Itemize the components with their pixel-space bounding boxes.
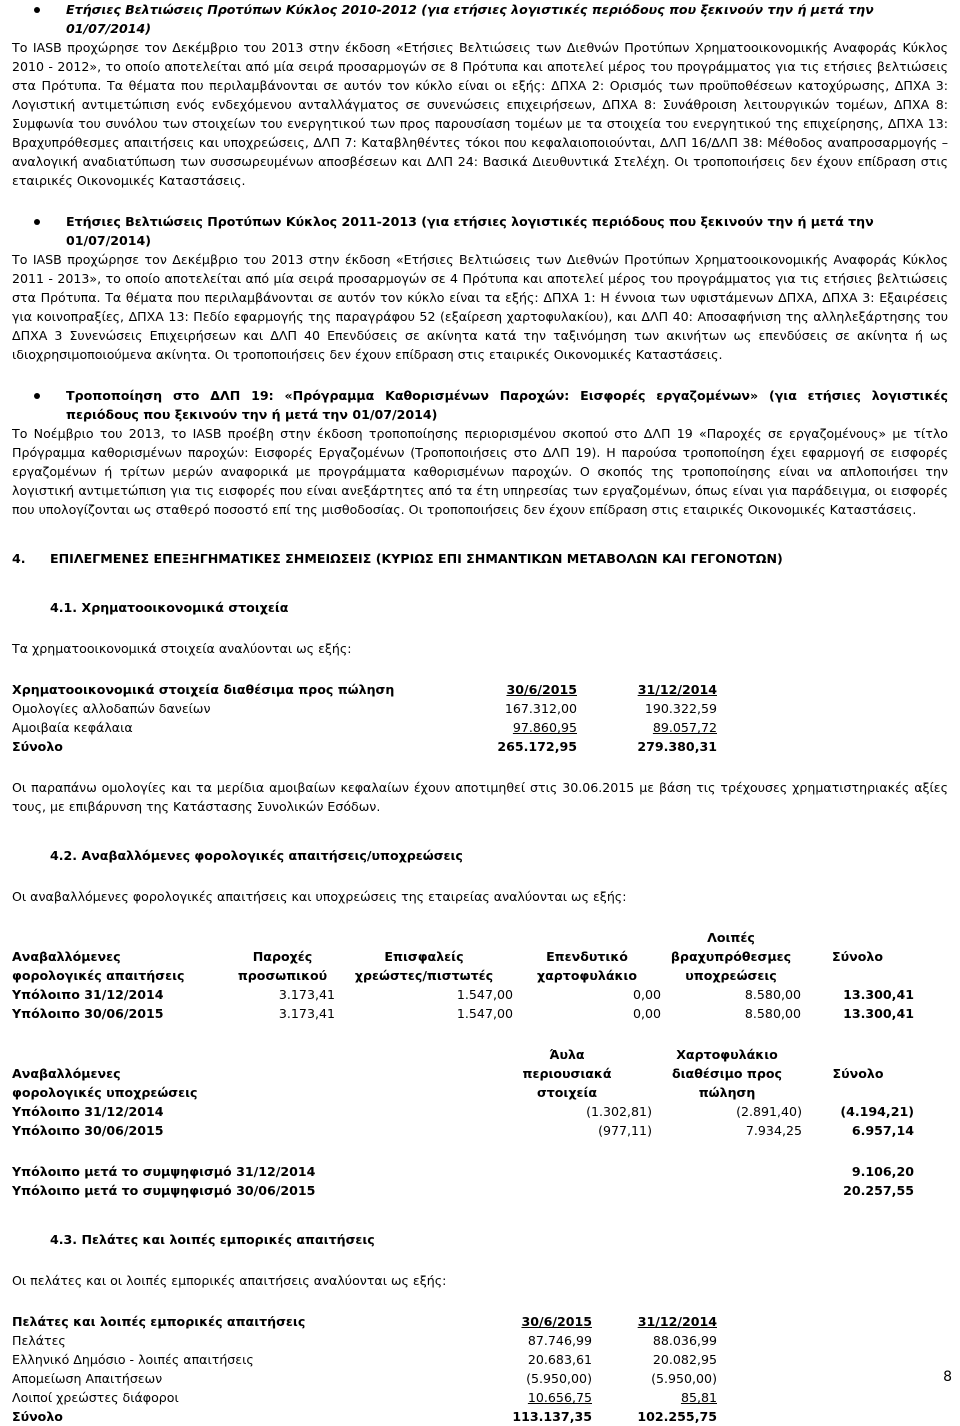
table-cell: Υπόλοιπο 30/06/2015 bbox=[12, 1006, 164, 1021]
table-row bbox=[12, 1388, 717, 1407]
table-cell: Υπόλοιπο μετά το συμψηφισμό 30/06/2015 bbox=[12, 1183, 316, 1198]
table-cell: Σύνολο bbox=[12, 739, 63, 754]
table-cell: 20.257,55 bbox=[843, 1183, 914, 1198]
table-row bbox=[12, 1331, 717, 1350]
financial-assets-table bbox=[12, 680, 717, 756]
table-header-cell: Χρηματοοικονομικά στοιχεία διαθέσιμα προς πώληση bbox=[12, 682, 395, 697]
table-cell: 88.036,99 bbox=[652, 1333, 717, 1348]
table-total-row bbox=[12, 737, 717, 756]
table-cell: (2.891,40) bbox=[736, 1104, 802, 1119]
deferred-tax-liabilities-table bbox=[12, 1045, 914, 1140]
table-cell: 3.173,41 bbox=[278, 1006, 335, 1021]
bullet-title-text: Ετήσιες Βελτιώσεις Προτύπων Κύκλος 2011-2013 (για ετήσιες λογιστικές περιόδους που ξεκινούν την ή μετά την 01/07/2014) bbox=[66, 214, 874, 248]
section-title: ΕΠΙΛΕΓΜΕΝΕΣ ΕΠΕΞΗΓΗΜΑΤΙΚΕΣ ΣΗΜΕΙΩΣΕΙΣ (ΚΥΡΙΩΣ ΕΠΙ ΣΗΜΑΝΤΙΚΩΝ ΜΕΤΑΒΟΛΩΝ ΚΑΙ ΓΕΓΟΝΟΤΩΝ) bbox=[50, 551, 783, 566]
header-line: φορολογικές απαιτήσεις bbox=[12, 968, 185, 983]
table-header-cell: Σύνολο bbox=[832, 1066, 884, 1081]
table-cell: Υπόλοιπο 31/12/2014 bbox=[12, 1104, 164, 1119]
header-line: χρεώστες/πιστωτές bbox=[354, 968, 494, 983]
table-cell: 167.312,00 bbox=[504, 701, 577, 716]
table-cell: 1.547,00 bbox=[456, 987, 513, 1002]
table-row bbox=[12, 1004, 914, 1023]
table-cell: 6.957,14 bbox=[851, 1123, 914, 1138]
subsection-4-2-heading: 4.2. Αναβαλλόμενες φορολογικές απαιτήσεις/υποχρεώσεις bbox=[50, 848, 463, 863]
table-row bbox=[12, 1181, 914, 1200]
header-line: στοιχεία bbox=[536, 1085, 598, 1100]
table-cell: 97.860,95 bbox=[512, 720, 577, 735]
table-header-cell: Σύνολο bbox=[832, 949, 883, 964]
header-line: πώληση bbox=[698, 1085, 756, 1100]
table-cell: 8.580,00 bbox=[744, 987, 801, 1002]
table-cell: Απομείωση Απαιτήσεων bbox=[12, 1371, 163, 1386]
table-cell: Υπόλοιπο μετά το συμψηφισμό 31/12/2014 bbox=[12, 1164, 316, 1179]
section-number: 4. bbox=[12, 551, 26, 566]
table-cell: 89.057,72 bbox=[652, 720, 717, 735]
table-header-cell bbox=[513, 928, 661, 985]
subsection-4-3-heading: 4.3. Πελάτες και λοιπές εμπορικές απαιτήσεις bbox=[50, 1232, 375, 1247]
header-line: Παροχές bbox=[252, 949, 313, 964]
table-cell: Σύνολο bbox=[12, 1409, 63, 1424]
table-header-cell bbox=[12, 1045, 482, 1102]
table-row bbox=[12, 1121, 914, 1140]
bullet-dot-icon bbox=[34, 7, 40, 13]
document-page bbox=[12, 0, 948, 1426]
table-cell: 3.173,41 bbox=[278, 987, 335, 1002]
table-cell: 13.300,41 bbox=[843, 1006, 914, 1021]
table-cell: 85,81 bbox=[680, 1390, 717, 1405]
header-line: βραχυπρόθεσμες bbox=[670, 949, 792, 964]
header-line: Αναβαλλόμενες bbox=[12, 949, 121, 964]
table-header-cell: 31/12/2014 bbox=[637, 1314, 717, 1329]
deferred-tax-claims-table bbox=[12, 928, 914, 1023]
header-line: Άυλα bbox=[549, 1047, 585, 1062]
table-header-cell bbox=[12, 928, 230, 985]
table-cell: Ελληνικό Δημόσιο - λοιπές απαιτήσεις bbox=[12, 1352, 254, 1367]
table-cell: 1.547,00 bbox=[456, 1006, 513, 1021]
table-row bbox=[12, 699, 717, 718]
table-cell: (977,11) bbox=[598, 1123, 652, 1138]
table-header-cell bbox=[652, 1045, 802, 1102]
table-header-row bbox=[12, 1045, 914, 1102]
table-header-cell bbox=[335, 928, 513, 985]
header-line: περιουσιακά bbox=[522, 1066, 612, 1081]
table-row bbox=[12, 718, 717, 737]
subsection-4-3-intro: Οι πελάτες και οι λοιπές εμπορικές απαιτήσεις αναλύονται ως εξής: bbox=[12, 1273, 447, 1288]
trade-receivables-table bbox=[12, 1312, 717, 1426]
table-cell: (4.194,21) bbox=[840, 1104, 914, 1119]
table-cell: 13.300,41 bbox=[843, 987, 914, 1002]
subsection-4-2-intro: Οι αναβαλλόμενες φορολογικές απαιτήσεις και υποχρεώσεις της εταιρείας αναλύονται ως εξής: bbox=[12, 889, 627, 904]
bullet-ias19-amendment bbox=[12, 386, 948, 519]
header-line: φορολογικές υποχρεώσεις bbox=[12, 1085, 198, 1100]
table-cell: Ομολογίες αλλοδαπών δανείων bbox=[12, 701, 211, 716]
bullet-title-text: Ετήσιες Βελτιώσεις Προτύπων Κύκλος 2010-2012 (για ετήσιες λογιστικές περιόδους που ξεκινούν την ή μετά την 01/07/2014) bbox=[66, 2, 874, 36]
bullet-title bbox=[12, 0, 948, 38]
table-header-row bbox=[12, 680, 717, 699]
table-cell: 20.082,95 bbox=[652, 1352, 717, 1367]
header-line: Χαρτοφυλάκιο bbox=[676, 1047, 778, 1062]
subsection-4-1-heading: 4.1. Χρηματοοικονομικά στοιχεία bbox=[50, 600, 289, 615]
table-cell: 102.255,75 bbox=[637, 1409, 717, 1424]
bullet-annual-improvements-2010-2012 bbox=[12, 0, 948, 190]
table-cell: Πελάτες bbox=[12, 1333, 66, 1348]
table-cell: (1.302,81) bbox=[586, 1104, 652, 1119]
table-header-cell: 30/6/2015 bbox=[521, 1314, 592, 1329]
bullet-dot-icon bbox=[34, 393, 40, 399]
deferred-tax-offset-table bbox=[12, 1162, 914, 1200]
table-header-cell: 30/6/2015 bbox=[506, 682, 577, 697]
table-row bbox=[12, 1369, 717, 1388]
bullet-body: Το Νοέμβριο του 2013, το IASB προέβη στην έκδοση τροποποίησης περιορισμένου σκοπού στο ΔΛΠ 19 «Παροχές σε εργαζομένους» με τίτλο Πρόγραμμα καθορισμένων παροχών: Εισφορές Εργαζομένων (Τροποποιήσεις στο ΔΛΠ 19). Η παρούσα τροποποίηση έχει εφαρμογή σε εισφορές εργαζομένων ή τρίτων μερών αναφορικά με προγράμματα καθορισμένων παροχών. Ο σκοπός της τροποποίησης είναι να απλοποιήσει την λογιστική αντιμετώπιση για τις εισφορές που είναι ανεξάρτητες από τα έτη υπηρεσίας των εργαζομένων, όπως είναι για παράδειγμα, οι εισφορές που υπολογίζονται ως σταθερό ποσοστό επί της μισθοδοσίας. Οι τροποποιήσεις δεν έχουν επίδραση στις εταιρικές Οικονομικές Καταστάσεις. bbox=[12, 426, 948, 517]
bullet-title bbox=[12, 386, 948, 424]
table-cell: Υπόλοιπο 30/06/2015 bbox=[12, 1123, 164, 1138]
table-cell: 0,00 bbox=[632, 1006, 661, 1021]
table-header-row bbox=[12, 928, 914, 985]
header-line: Επενδυτικό bbox=[546, 949, 628, 964]
bullet-title-text: Τροποποίηση στο ΔΛΠ 19: «Πρόγραμμα Καθορισμένων Παροχών: Εισφορές εργαζομένων» (για ετήσιες λογιστικές περιόδους που ξεκινούν την ή μετά την 01/07/2014) bbox=[66, 388, 948, 422]
header-line: Αναβαλλόμενες bbox=[12, 1066, 121, 1081]
section-4-heading bbox=[12, 549, 948, 568]
header-line: διαθέσιμο προς bbox=[672, 1066, 782, 1081]
header-line: προσωπικού bbox=[237, 968, 328, 983]
table-cell: 87.746,99 bbox=[527, 1333, 592, 1348]
table-cell: 8.580,00 bbox=[744, 1006, 801, 1021]
table-cell: 9.106,20 bbox=[851, 1164, 914, 1179]
table-cell: Αμοιβαία κεφάλαια bbox=[12, 720, 133, 735]
table-row bbox=[12, 1162, 914, 1181]
header-line: Λοιπές bbox=[707, 930, 755, 945]
table-cell: 20.683,61 bbox=[527, 1352, 592, 1367]
table-header-cell bbox=[482, 1045, 652, 1102]
table-header-cell bbox=[661, 928, 801, 985]
subsection-4-1-note: Οι παραπάνω ομολογίες και τα μερίδια αμοιβαίων κεφαλαίων έχουν αποτιμηθεί στις 30.06.2015 με βάση τις τρέχουσες χρηματιστηριακές αξίες τους, με επιβάρυνση της Κατάστασης Συνολικών Εσόδων. bbox=[12, 780, 948, 814]
table-cell: 10.656,75 bbox=[527, 1390, 592, 1405]
table-cell: (5.950,00) bbox=[526, 1371, 592, 1386]
table-cell: Υπόλοιπο 31/12/2014 bbox=[12, 987, 164, 1002]
table-cell: (5.950,00) bbox=[651, 1371, 717, 1386]
table-cell: 7.934,25 bbox=[745, 1123, 802, 1138]
table-cell: 190.322,59 bbox=[644, 701, 717, 716]
table-header-cell: 31/12/2014 bbox=[637, 682, 717, 697]
header-line: Επισφαλείς bbox=[384, 949, 464, 964]
table-header-cell bbox=[230, 928, 335, 985]
table-total-row bbox=[12, 1407, 717, 1426]
header-line: χαρτοφυλάκιο bbox=[537, 968, 637, 983]
table-header-row bbox=[12, 1312, 717, 1331]
bullet-annual-improvements-2011-2013 bbox=[12, 212, 948, 364]
table-row bbox=[12, 1350, 717, 1369]
table-cell: Λοιποί χρεώστες διάφοροι bbox=[12, 1390, 179, 1405]
bullet-dot-icon bbox=[34, 219, 40, 225]
table-cell: 0,00 bbox=[632, 987, 661, 1002]
bullet-body: Το IASB προχώρησε τον Δεκέμβριο του 2013 στην έκδοση «Ετήσιες Βελτιώσεις των Διεθνών Προτύπων Χρηματοοικονομικής Αναφοράς Κύκλος 2010 - 2012», το οποίο αποτελείται από μία σειρά προσαρμογών σε 8 Πρότυπα και αποτελεί μέρος του προγράμματος για τις ετήσιες βελτιώσεις στα Πρότυπα. Τα θέματα που περιλαμβάνονται σε αυτόν τον κύκλο είναι οι εξής: ΔΠΧΑ 2: Ορισμός των προϋποθέσεων κατοχύρωσης, ΔΠΧΑ 3: Λογιστική αντιμετώπιση ενός ενδεχόμενου ανταλλάγματος σε συνενώσεις επιχειρήσεων, ΔΠΧΑ 8: Συνάθροιση λειτουργικών τομέων, ΔΠΧΑ 8: Συμφωνία του συνόλου των στοιχείων του ενεργητικού των προς παρουσίαση τομέων με τα στοιχεία του ενεργητικού της επιχείρησης, ΔΠΧΑ 13: Βραχυπρόθεσμες απαιτήσεις και υποχρεώσεις, ΔΛΠ 7: Καταβληθέντες τόκοι που κεφαλαιοποιούνται, ΔΛΠ 16/ΔΛΠ 38: Μέθοδος αναπροσαρμογής – αναλογική αναδιατύπωση των συσσωρευμένων αποσβέσεων και ΔΛΠ 24: Βασικά Διευθυντικά Στελέχη. Οι τροποποιήσεις δεν έχουν επίδραση στις εταιρικές Οικονομικές Καταστάσεις. bbox=[12, 40, 948, 188]
bullet-title bbox=[12, 212, 948, 250]
table-cell: 265.172,95 bbox=[497, 739, 577, 754]
table-row bbox=[12, 985, 914, 1004]
page-number: 8 bbox=[943, 1369, 952, 1385]
bullet-body: Το IASB προχώρησε τον Δεκέμβριο του 2013 στην έκδοση «Ετήσιες Βελτιώσεις των Διεθνών Προτύπων Χρηματοοικονομικής Αναφοράς Κύκλος 2011 - 2013», το οποίο αποτελείται από μία σειρά προσαρμογών σε 4 Πρότυπα και αποτελεί μέρος του προγράμματος για τις ετήσιες βελτιώσεις στα Πρότυπα. Τα θέματα που περιλαμβάνονται σε αυτόν τον κύκλο είναι τα εξής: ΔΠΧΑ 1: Η έννοια των υφιστάμενων ΔΠΧΑ, ΔΠΧΑ 3: Εξαιρέσεις για κοινοπραξίες, ΔΠΧΑ 13: Πεδίο εφαρμογής της παραγράφου 52 (εξαίρεση χαρτοφυλακίου), και ΔΛΠ 40: Αποσαφήνιση της αλληλεξάρτησης του ΔΠΧΑ 3 Συνενώσεις Επιχειρήσεων και ΔΛΠ 40 Επενδύσεις σε ακίνητα κατά την ταξινόμηση των ακινήτων ως επενδύσεις σε ακίνητα ή ως ιδιοχρησιμοποιούμενα ακίνητα. Οι τροποποιήσεις δεν έχουν επίδραση στις εταιρικές Οικονομικές Καταστάσεις. bbox=[12, 252, 948, 362]
table-cell: 279.380,31 bbox=[637, 739, 717, 754]
table-cell: 113.137,35 bbox=[512, 1409, 592, 1424]
table-header-cell: Πελάτες και λοιπές εμπορικές απαιτήσεις bbox=[12, 1314, 306, 1329]
table-row bbox=[12, 1102, 914, 1121]
subsection-4-1-intro: Τα χρηματοοικονομικά στοιχεία αναλύονται ως εξής: bbox=[12, 641, 352, 656]
header-line: υποχρεώσεις bbox=[685, 968, 777, 983]
